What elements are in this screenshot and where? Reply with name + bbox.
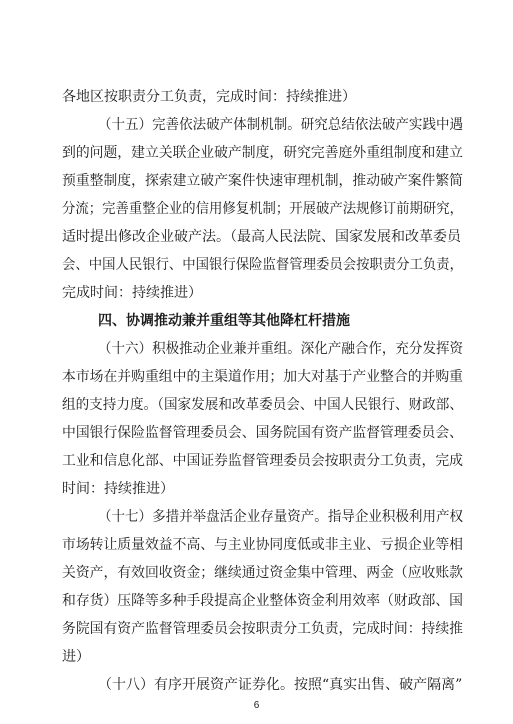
body-text-line: 完成时间：持续推进） xyxy=(62,285,202,301)
body-text-line: 时间：持续推进） xyxy=(62,481,174,497)
body-text-line: 市场转让质量效益不高、与主业协同度低或非主业、亏损企业等相 xyxy=(62,537,463,553)
body-text-line: 关资产，有效回收资金；继续通过资金集中管理、两金（应收账款 xyxy=(62,565,463,581)
body-text-line: 中国银行保险监督管理委员会、国务院国有资产监督管理委员会、 xyxy=(62,425,463,441)
body-text-line: 预重整制度，探索建立破产案件快速审理机制，推动破产案件繁简 xyxy=(62,173,463,189)
body-text-line: （十五）完善依法破产体制机制。研究总结依法破产实践中遇 xyxy=(98,117,463,133)
body-text-line: 到的问题，建立关联企业破产制度，研究完善庭外重组制度和建立 xyxy=(62,145,463,161)
body-text-line: 和存货）压降等多种手段提高企业整体资金利用效率（财政部、国 xyxy=(62,593,463,609)
body-text-line: 会、中国人民银行、中国银行保险监督管理委员会按职责分工负责， xyxy=(62,257,463,273)
body-text-line: 适时提出修改企业破产法。（最高人民法院、国家发展和改革委员 xyxy=(62,229,461,245)
body-text-line: （十七）多措并举盘活企业存量资产。指导企业积极利用产权 xyxy=(98,509,463,525)
page-number: 6 xyxy=(253,700,260,711)
body-text-line: 分流；完善重整企业的信用修复机制；开展破产法规修订前期研究， xyxy=(62,201,463,217)
section-heading: 四、协调推动兼并重组等其他降杠杆措施 xyxy=(98,313,350,329)
body-text-line: 进） xyxy=(62,649,90,665)
body-text-line: 工业和信息化部、中国证券监督管理委员会按职责分工负责，完成 xyxy=(62,453,463,469)
body-text-line: 本市场在并购重组中的主渠道作用；加大对基于产业整合的并购重 xyxy=(62,369,463,385)
body-text-line: 各地区按职责分工负责，完成时间：持续推进） xyxy=(62,89,356,105)
body-text-line: 务院国有资产监督管理委员会按职责分工负责，完成时间：持续推 xyxy=(62,621,463,637)
body-text-line: （十八）有序开展资产证券化。按照“真实出售、破产隔离” xyxy=(98,677,463,693)
body-text-line: （十六）积极推动企业兼并重组。深化产融合作，充分发挥资 xyxy=(98,341,463,357)
body-text-line: 组的支持力度。（国家发展和改革委员会、中国人民银行、财政部、 xyxy=(62,397,463,413)
